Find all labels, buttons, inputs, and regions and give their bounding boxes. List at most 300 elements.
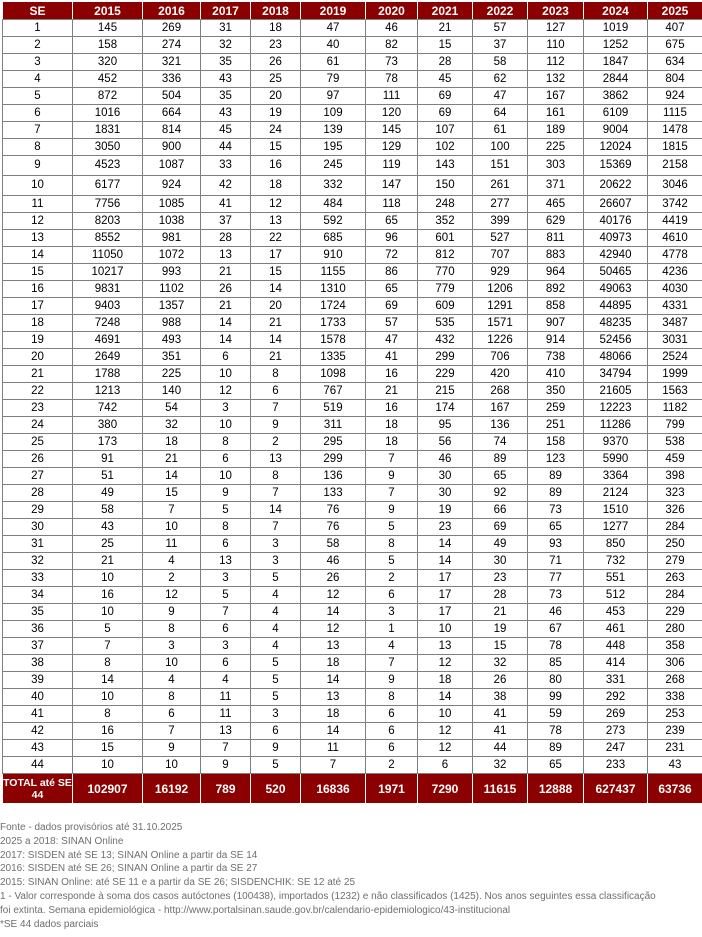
table-row bbox=[3, 247, 702, 264]
table-body bbox=[3, 20, 702, 774]
cases-cell: 1815 bbox=[648, 139, 702, 156]
table-row bbox=[3, 536, 702, 553]
cases-cell: 58 bbox=[73, 502, 143, 519]
cases-cell: 1098 bbox=[301, 366, 366, 383]
cases-cell: 6 bbox=[201, 451, 251, 468]
week-cell: 33 bbox=[3, 570, 73, 587]
cases-cell: 6 bbox=[366, 706, 418, 723]
cases-cell: 10 bbox=[73, 570, 143, 587]
cases-cell: 50465 bbox=[584, 264, 648, 281]
cases-cell: 13 bbox=[301, 638, 366, 655]
cases-cell: 351 bbox=[143, 349, 201, 366]
table-row bbox=[3, 417, 702, 434]
cases-cell: 49063 bbox=[584, 281, 648, 298]
cases-cell: 10 bbox=[201, 366, 251, 383]
cases-cell: 2524 bbox=[648, 349, 702, 366]
cases-cell: 74 bbox=[473, 434, 528, 451]
cases-cell: 2 bbox=[251, 434, 301, 451]
cases-cell: 4 bbox=[366, 638, 418, 655]
cases-cell: 4 bbox=[251, 604, 301, 621]
cases-cell: 3 bbox=[143, 638, 201, 655]
week-cell: 44 bbox=[3, 757, 73, 774]
cases-cell: 89 bbox=[528, 485, 584, 502]
table-header bbox=[3, 2, 702, 20]
cases-cell: 139 bbox=[301, 122, 366, 139]
cases-cell: 143 bbox=[418, 156, 473, 176]
cases-cell: 18 bbox=[251, 176, 301, 196]
week-cell: 4 bbox=[3, 71, 73, 88]
cases-cell: 33 bbox=[201, 156, 251, 176]
total-cell: 11615 bbox=[473, 774, 528, 804]
cases-cell: 31 bbox=[201, 20, 251, 37]
cases-cell: 44 bbox=[201, 139, 251, 156]
table-row bbox=[3, 740, 702, 757]
cases-cell: 22 bbox=[251, 230, 301, 247]
cases-cell: 42940 bbox=[584, 247, 648, 264]
cases-cell: 9 bbox=[143, 740, 201, 757]
cases-cell: 8 bbox=[201, 434, 251, 451]
cases-cell: 484 bbox=[301, 196, 366, 213]
cases-cell: 158 bbox=[528, 434, 584, 451]
cases-cell: 107 bbox=[418, 122, 473, 139]
cases-cell: 10217 bbox=[73, 264, 143, 281]
cases-cell: 69 bbox=[418, 105, 473, 122]
column-header: 2018 bbox=[251, 2, 301, 20]
table-row bbox=[3, 139, 702, 156]
cases-cell: 15 bbox=[251, 264, 301, 281]
cases-cell: 685 bbox=[301, 230, 366, 247]
week-cell: 8 bbox=[3, 139, 73, 156]
cases-cell: 1724 bbox=[301, 298, 366, 315]
cases-cell: 18 bbox=[251, 20, 301, 37]
cases-cell: 174 bbox=[418, 400, 473, 417]
cases-cell: 981 bbox=[143, 230, 201, 247]
cases-cell: 8 bbox=[73, 706, 143, 723]
total-row bbox=[3, 774, 702, 804]
week-cell: 30 bbox=[3, 519, 73, 536]
cases-cell: 56 bbox=[418, 434, 473, 451]
cases-cell: 8 bbox=[143, 621, 201, 638]
cases-cell: 268 bbox=[473, 383, 528, 400]
week-cell: 26 bbox=[3, 451, 73, 468]
cases-cell: 1085 bbox=[143, 196, 201, 213]
cases-cell: 3 bbox=[201, 570, 251, 587]
cases-cell: 102 bbox=[418, 139, 473, 156]
cases-cell: 109 bbox=[301, 105, 366, 122]
cases-cell: 269 bbox=[143, 20, 201, 37]
cases-cell: 82 bbox=[366, 37, 418, 54]
cases-cell: 112 bbox=[528, 54, 584, 71]
cases-cell: 233 bbox=[584, 757, 648, 774]
column-header: 2017 bbox=[201, 2, 251, 20]
cases-cell: 248 bbox=[418, 196, 473, 213]
total-cell: 627437 bbox=[584, 774, 648, 804]
week-cell: 19 bbox=[3, 332, 73, 349]
cases-cell: 8 bbox=[366, 689, 418, 706]
cases-cell: 123 bbox=[528, 451, 584, 468]
cases-cell: 3 bbox=[251, 536, 301, 553]
cases-cell: 9004 bbox=[584, 122, 648, 139]
cases-cell: 3742 bbox=[648, 196, 702, 213]
cases-cell: 14 bbox=[251, 502, 301, 519]
week-cell: 15 bbox=[3, 264, 73, 281]
cases-cell: 44895 bbox=[584, 298, 648, 315]
footnote-line: 2016: SISDEN até SE 26; SINAN Online a partir da SE 27 bbox=[0, 863, 258, 875]
cases-cell: 1226 bbox=[473, 332, 528, 349]
cases-cell: 398 bbox=[648, 468, 702, 485]
cases-cell: 10 bbox=[418, 621, 473, 638]
cases-cell: 7756 bbox=[73, 196, 143, 213]
table-row bbox=[3, 213, 702, 230]
cases-cell: 814 bbox=[143, 122, 201, 139]
cases-cell: 14 bbox=[418, 536, 473, 553]
cases-cell: 7 bbox=[366, 655, 418, 672]
cases-cell: 4030 bbox=[648, 281, 702, 298]
cases-cell: 46 bbox=[366, 20, 418, 37]
cases-cell: 14 bbox=[301, 604, 366, 621]
cases-cell: 883 bbox=[528, 247, 584, 264]
cases-cell: 320 bbox=[73, 54, 143, 71]
cases-cell: 277 bbox=[473, 196, 528, 213]
cases-cell: 145 bbox=[73, 20, 143, 37]
cases-cell: 251 bbox=[528, 417, 584, 434]
cases-cell: 89 bbox=[528, 468, 584, 485]
cases-cell: 9 bbox=[201, 485, 251, 502]
cases-cell: 1788 bbox=[73, 366, 143, 383]
table-row bbox=[3, 54, 702, 71]
cases-cell: 6 bbox=[201, 536, 251, 553]
cases-cell: 892 bbox=[528, 281, 584, 298]
column-header: SE bbox=[3, 2, 73, 20]
cases-cell: 5 bbox=[366, 553, 418, 570]
cases-cell: 675 bbox=[648, 37, 702, 54]
table-row bbox=[3, 570, 702, 587]
table-row bbox=[3, 621, 702, 638]
cases-cell: 336 bbox=[143, 71, 201, 88]
cases-cell: 295 bbox=[301, 434, 366, 451]
table-row bbox=[3, 264, 702, 281]
cases-cell: 32 bbox=[143, 417, 201, 434]
column-header: 2025 bbox=[648, 2, 702, 20]
cases-cell: 13 bbox=[251, 213, 301, 230]
cases-cell: 1291 bbox=[473, 298, 528, 315]
cases-cell: 26 bbox=[301, 570, 366, 587]
cases-cell: 195 bbox=[301, 139, 366, 156]
cases-cell: 17 bbox=[418, 570, 473, 587]
cases-cell: 14 bbox=[418, 689, 473, 706]
cases-cell: 21 bbox=[201, 298, 251, 315]
week-cell: 32 bbox=[3, 553, 73, 570]
cases-cell: 25 bbox=[251, 71, 301, 88]
cases-cell: 8 bbox=[201, 519, 251, 536]
cases-cell: 40 bbox=[301, 37, 366, 54]
cases-cell: 10 bbox=[143, 655, 201, 672]
cases-cell: 601 bbox=[418, 230, 473, 247]
cases-cell: 1510 bbox=[584, 502, 648, 519]
cases-cell: 5 bbox=[366, 519, 418, 536]
cases-cell: 92 bbox=[473, 485, 528, 502]
week-cell: 6 bbox=[3, 105, 73, 122]
cases-cell: 964 bbox=[528, 264, 584, 281]
cases-cell: 24 bbox=[251, 122, 301, 139]
cases-cell: 311 bbox=[301, 417, 366, 434]
cases-cell: 900 bbox=[143, 139, 201, 156]
cases-cell: 299 bbox=[418, 349, 473, 366]
cases-cell: 59 bbox=[528, 706, 584, 723]
cases-cell: 4 bbox=[251, 587, 301, 604]
cases-cell: 6 bbox=[201, 621, 251, 638]
cases-cell: 358 bbox=[648, 638, 702, 655]
table-row bbox=[3, 553, 702, 570]
cases-cell: 41 bbox=[473, 723, 528, 740]
cases-cell: 804 bbox=[648, 71, 702, 88]
cases-cell: 410 bbox=[528, 366, 584, 383]
week-cell: 25 bbox=[3, 434, 73, 451]
week-cell: 7 bbox=[3, 122, 73, 139]
cases-cell: 3487 bbox=[648, 315, 702, 332]
cases-cell: 28 bbox=[473, 587, 528, 604]
week-cell: 29 bbox=[3, 502, 73, 519]
footnote-line: 2025 a 2018: SINAN Online bbox=[0, 835, 124, 847]
cases-cell: 120 bbox=[366, 105, 418, 122]
cases-cell: 7 bbox=[366, 485, 418, 502]
cases-cell: 43 bbox=[648, 757, 702, 774]
footnote-line: 2017: SISDEN até SE 13; SINAN Online a partir da SE 14 bbox=[0, 849, 258, 861]
cases-cell: 7 bbox=[201, 740, 251, 757]
cases-cell: 47 bbox=[301, 20, 366, 37]
table-row bbox=[3, 230, 702, 247]
cases-cell: 13 bbox=[201, 553, 251, 570]
cases-cell: 1182 bbox=[648, 400, 702, 417]
cases-cell: 371 bbox=[528, 176, 584, 196]
cases-cell: 380 bbox=[73, 417, 143, 434]
cases-cell: 3364 bbox=[584, 468, 648, 485]
cases-cell: 18 bbox=[301, 655, 366, 672]
cases-cell: 4236 bbox=[648, 264, 702, 281]
cases-cell: 1102 bbox=[143, 281, 201, 298]
cases-cell: 465 bbox=[528, 196, 584, 213]
cases-cell: 150 bbox=[418, 176, 473, 196]
cases-cell: 16 bbox=[73, 723, 143, 740]
week-cell: 18 bbox=[3, 315, 73, 332]
cases-cell: 35 bbox=[201, 88, 251, 105]
column-header: 2020 bbox=[366, 2, 418, 20]
week-cell: 31 bbox=[3, 536, 73, 553]
week-cell: 3 bbox=[3, 54, 73, 71]
cases-cell: 1115 bbox=[648, 105, 702, 122]
cases-cell: 4 bbox=[251, 638, 301, 655]
cases-cell: 10 bbox=[73, 757, 143, 774]
cases-cell: 19 bbox=[473, 621, 528, 638]
cases-cell: 13 bbox=[251, 451, 301, 468]
cases-cell: 247 bbox=[584, 740, 648, 757]
cases-cell: 461 bbox=[584, 621, 648, 638]
cases-cell: 872 bbox=[73, 88, 143, 105]
cases-cell: 89 bbox=[473, 451, 528, 468]
cases-cell: 47 bbox=[473, 88, 528, 105]
cases-cell: 96 bbox=[366, 230, 418, 247]
footnotes bbox=[0, 821, 702, 931]
cases-cell: 5 bbox=[251, 689, 301, 706]
cases-cell: 259 bbox=[528, 400, 584, 417]
cases-cell: 7 bbox=[301, 757, 366, 774]
cases-cell: 732 bbox=[584, 553, 648, 570]
cases-cell: 3862 bbox=[584, 88, 648, 105]
cases-cell: 7248 bbox=[73, 315, 143, 332]
cases-cell: 17 bbox=[251, 247, 301, 264]
cases-cell: 189 bbox=[528, 122, 584, 139]
cases-cell: 34794 bbox=[584, 366, 648, 383]
cases-cell: 21 bbox=[251, 349, 301, 366]
cases-cell: 110 bbox=[528, 37, 584, 54]
cases-cell: 13 bbox=[201, 247, 251, 264]
total-cell: 102907 bbox=[73, 774, 143, 804]
total-cell: 63736 bbox=[648, 774, 702, 804]
cases-cell: 16 bbox=[251, 156, 301, 176]
cases-cell: 15 bbox=[473, 638, 528, 655]
total-label: TOTAL até SE 44 bbox=[3, 774, 73, 804]
cases-cell: 1016 bbox=[73, 105, 143, 122]
table-row bbox=[3, 88, 702, 105]
total-cell: 520 bbox=[251, 774, 301, 804]
cases-cell: 1571 bbox=[473, 315, 528, 332]
week-cell: 10 bbox=[3, 176, 73, 196]
cases-cell: 65 bbox=[366, 281, 418, 298]
total-cell: 12888 bbox=[528, 774, 584, 804]
cases-cell: 14 bbox=[143, 468, 201, 485]
cases-cell: 10 bbox=[418, 706, 473, 723]
cases-cell: 4691 bbox=[73, 332, 143, 349]
week-cell: 13 bbox=[3, 230, 73, 247]
cases-cell: 9 bbox=[251, 740, 301, 757]
cases-cell: 30 bbox=[418, 468, 473, 485]
cases-cell: 321 bbox=[143, 54, 201, 71]
cases-cell: 69 bbox=[473, 519, 528, 536]
cases-cell: 2 bbox=[143, 570, 201, 587]
cases-cell: 21 bbox=[143, 451, 201, 468]
cases-cell: 111 bbox=[366, 88, 418, 105]
table-row bbox=[3, 176, 702, 196]
table-row bbox=[3, 332, 702, 349]
cases-cell: 6109 bbox=[584, 105, 648, 122]
cases-cell: 9403 bbox=[73, 298, 143, 315]
footnote-line: foi extinta. Semana epidemiológica - http://www.portalsinan.saude.gov.br/calendario-epidemiologico/43-institucional bbox=[0, 904, 511, 916]
cases-cell: 742 bbox=[73, 400, 143, 417]
week-cell: 24 bbox=[3, 417, 73, 434]
week-cell: 40 bbox=[3, 689, 73, 706]
cases-cell: 4778 bbox=[648, 247, 702, 264]
cases-cell: 231 bbox=[648, 740, 702, 757]
cases-cell: 6 bbox=[201, 655, 251, 672]
cases-cell: 7 bbox=[73, 638, 143, 655]
cases-cell: 263 bbox=[648, 570, 702, 587]
cases-cell: 167 bbox=[473, 400, 528, 417]
cases-cell: 273 bbox=[584, 723, 648, 740]
cases-cell: 1357 bbox=[143, 298, 201, 315]
cases-cell: 9 bbox=[366, 672, 418, 689]
cases-cell: 504 bbox=[143, 88, 201, 105]
week-cell: 28 bbox=[3, 485, 73, 502]
cases-cell: 5 bbox=[201, 587, 251, 604]
cases-cell: 538 bbox=[648, 434, 702, 451]
cases-cell: 6 bbox=[143, 706, 201, 723]
table-row bbox=[3, 485, 702, 502]
cases-cell: 1019 bbox=[584, 20, 648, 37]
cases-cell: 57 bbox=[366, 315, 418, 332]
cases-cell: 161 bbox=[528, 105, 584, 122]
cases-cell: 21605 bbox=[584, 383, 648, 400]
cases-cell: 11 bbox=[201, 706, 251, 723]
cases-cell: 7 bbox=[251, 400, 301, 417]
cases-cell: 97 bbox=[301, 88, 366, 105]
cases-cell: 26 bbox=[201, 281, 251, 298]
cases-cell: 767 bbox=[301, 383, 366, 400]
cases-cell: 13 bbox=[301, 689, 366, 706]
cases-cell: 46 bbox=[528, 604, 584, 621]
cases-cell: 12 bbox=[301, 587, 366, 604]
table-row bbox=[3, 757, 702, 774]
cases-cell: 30 bbox=[473, 553, 528, 570]
cases-cell: 25 bbox=[73, 536, 143, 553]
cases-cell: 40973 bbox=[584, 230, 648, 247]
cases-cell: 284 bbox=[648, 587, 702, 604]
cases-cell: 132 bbox=[528, 71, 584, 88]
cases-cell: 3031 bbox=[648, 332, 702, 349]
week-cell: 9 bbox=[3, 156, 73, 176]
cases-cell: 46 bbox=[418, 451, 473, 468]
cases-cell: 79 bbox=[301, 71, 366, 88]
cases-cell: 7 bbox=[143, 723, 201, 740]
cases-cell: 136 bbox=[473, 417, 528, 434]
cases-cell: 6 bbox=[366, 587, 418, 604]
column-header: 2023 bbox=[528, 2, 584, 20]
cases-cell: 12024 bbox=[584, 139, 648, 156]
footnote-line: 1 - Valor corresponde à soma dos casos autóctones (100438), importados (1232) e não classificados (1425). Nos anos seguintes essa classificação bbox=[0, 890, 656, 902]
cases-cell: 73 bbox=[366, 54, 418, 71]
cases-cell: 43 bbox=[201, 105, 251, 122]
cases-cell: 37 bbox=[201, 213, 251, 230]
cases-cell: 23 bbox=[418, 519, 473, 536]
cases-cell: 1 bbox=[366, 621, 418, 638]
cases-cell: 78 bbox=[528, 638, 584, 655]
cases-cell: 65 bbox=[528, 757, 584, 774]
cases-cell: 664 bbox=[143, 105, 201, 122]
cases-cell: 7 bbox=[251, 485, 301, 502]
cases-cell: 58 bbox=[473, 54, 528, 71]
cases-cell: 12 bbox=[201, 383, 251, 400]
cases-cell: 21 bbox=[201, 264, 251, 281]
cases-cell: 1213 bbox=[73, 383, 143, 400]
cases-cell: 41 bbox=[366, 349, 418, 366]
cases-cell: 609 bbox=[418, 298, 473, 315]
cases-cell: 1578 bbox=[301, 332, 366, 349]
column-header: 2019 bbox=[301, 2, 366, 20]
cases-cell: 274 bbox=[143, 37, 201, 54]
cases-cell: 850 bbox=[584, 536, 648, 553]
cases-cell: 58 bbox=[301, 536, 366, 553]
week-cell: 2 bbox=[3, 37, 73, 54]
cases-cell: 1335 bbox=[301, 349, 366, 366]
cases-cell: 8 bbox=[251, 366, 301, 383]
table-row bbox=[3, 196, 702, 213]
cases-cell: 225 bbox=[143, 366, 201, 383]
cases-cell: 20622 bbox=[584, 176, 648, 196]
cases-cell: 49 bbox=[473, 536, 528, 553]
cases-cell: 8 bbox=[143, 689, 201, 706]
cases-cell: 910 bbox=[301, 247, 366, 264]
table-row bbox=[3, 122, 702, 139]
cases-cell: 54 bbox=[143, 400, 201, 417]
